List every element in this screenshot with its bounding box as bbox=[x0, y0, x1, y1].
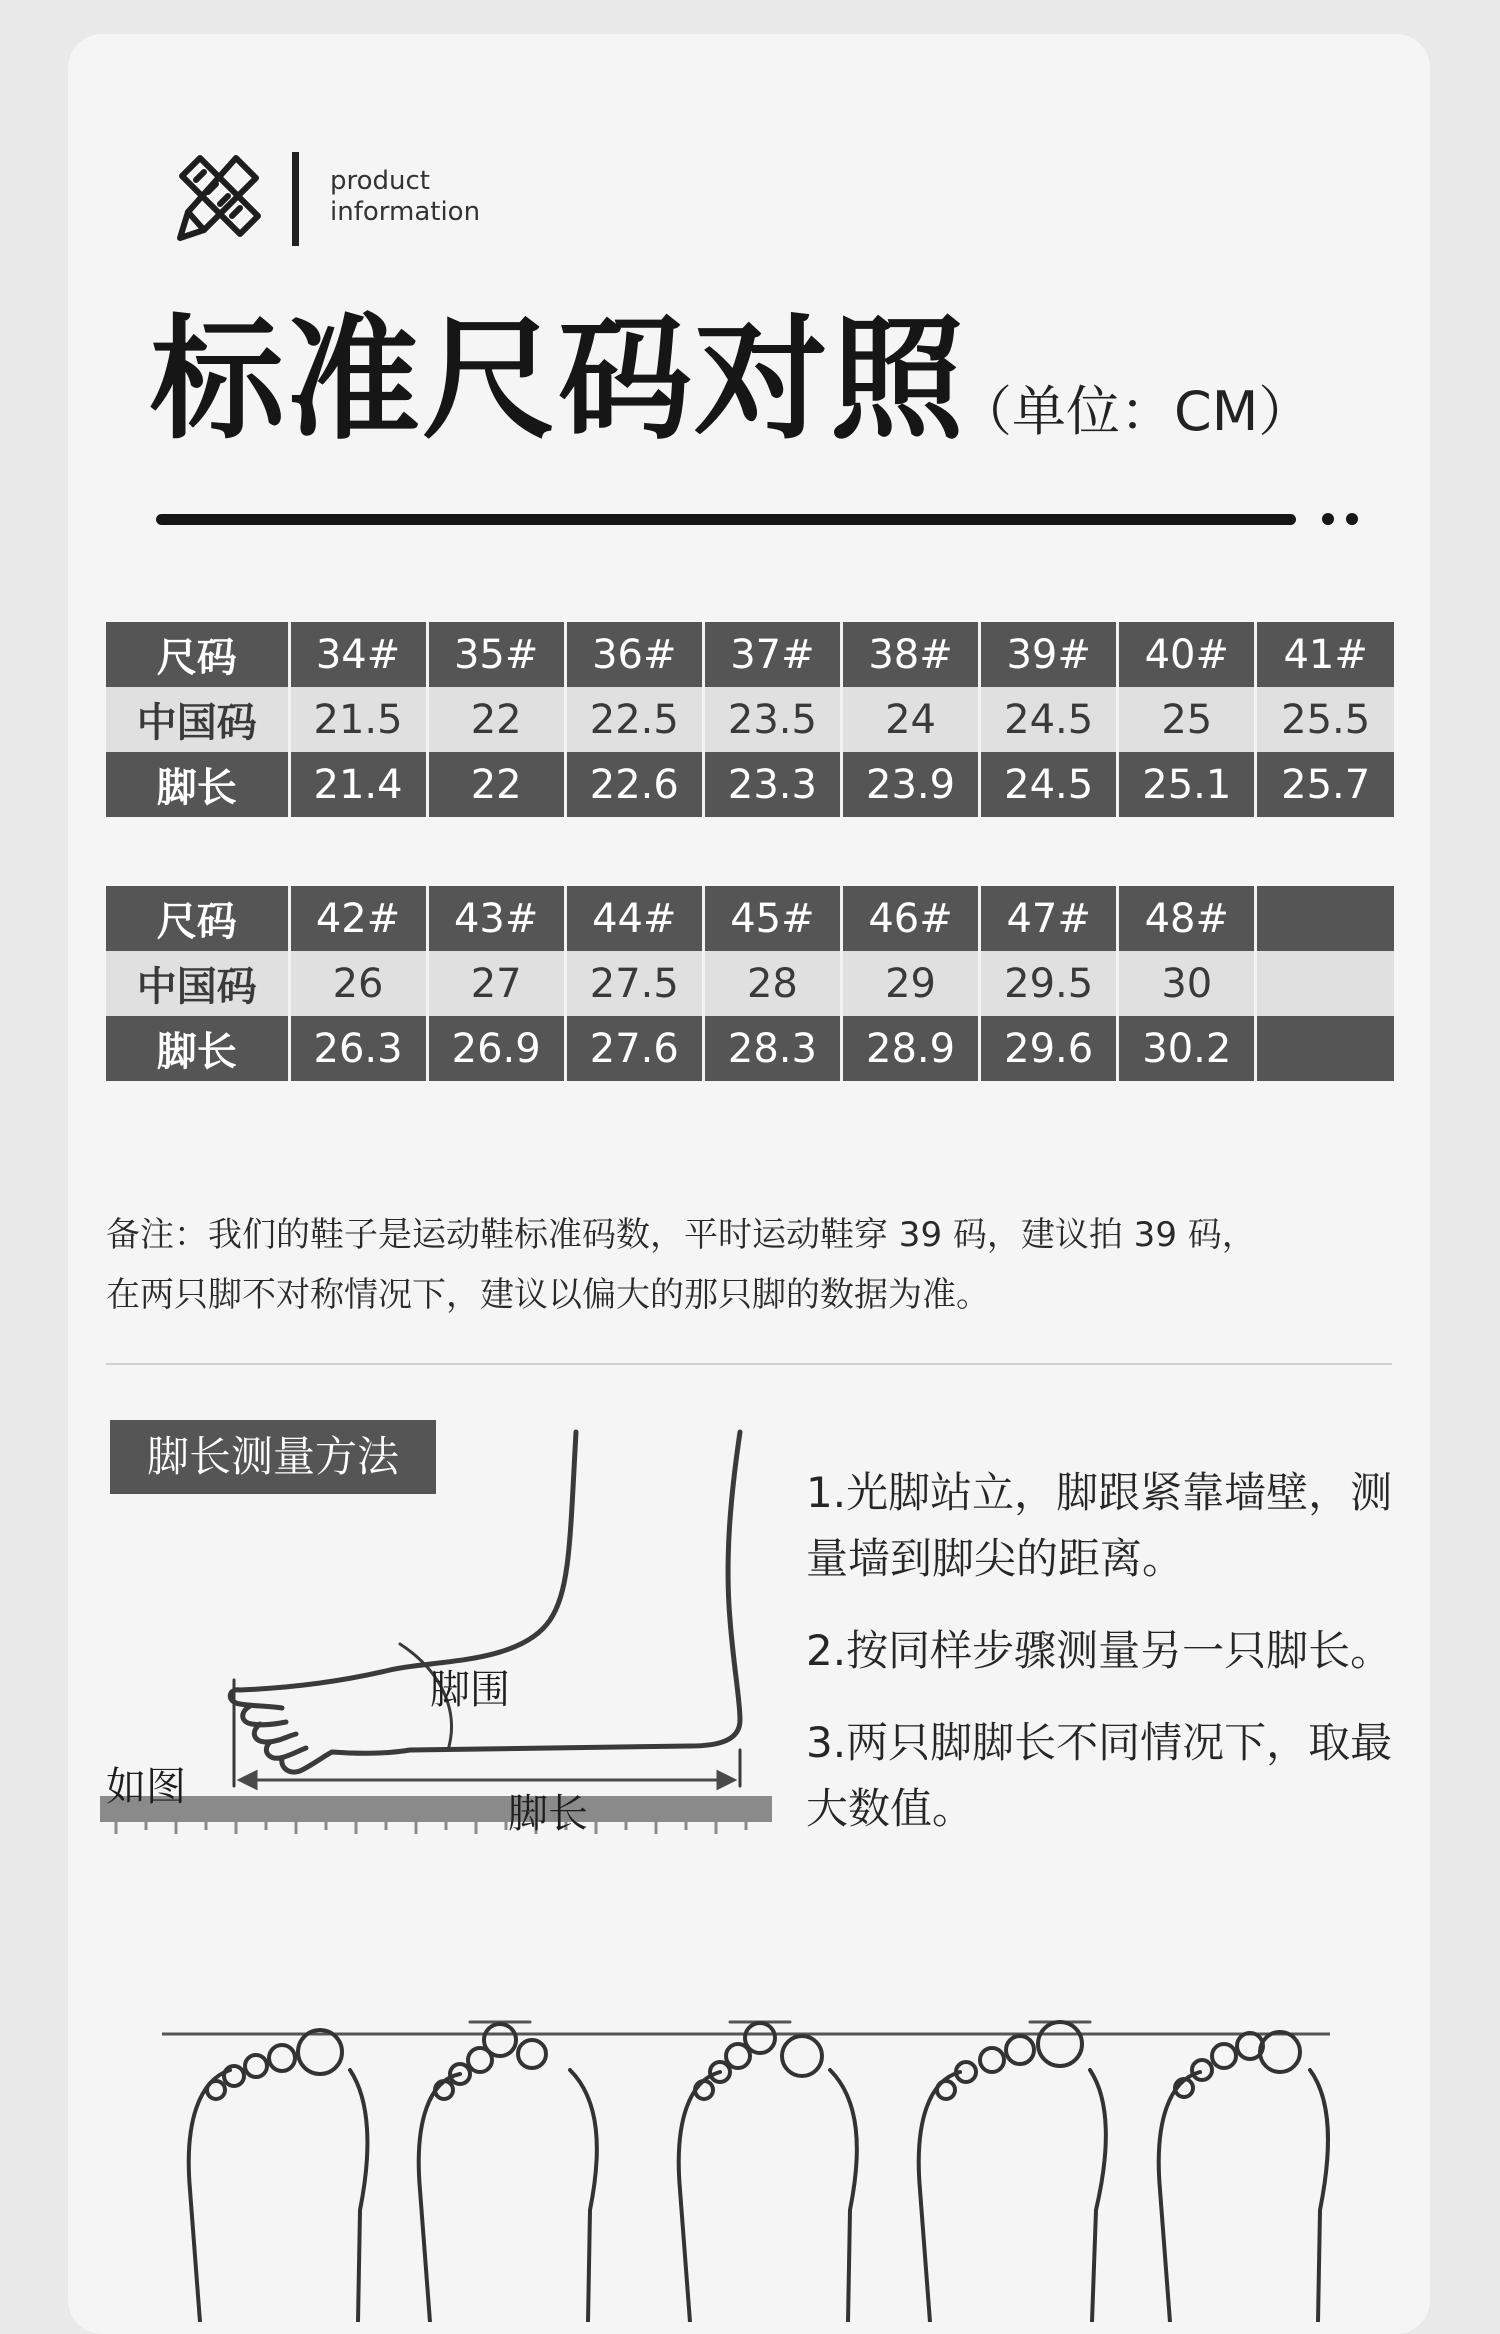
pencil-ruler-icon bbox=[170, 150, 266, 246]
table-cell: 21.5 bbox=[289, 687, 427, 752]
girth-label: 脚围 bbox=[430, 1667, 510, 1713]
table-cell: 24.5 bbox=[980, 752, 1118, 817]
section-divider bbox=[106, 1363, 1392, 1365]
table-cell: 26.9 bbox=[427, 1016, 565, 1081]
foot-shape bbox=[919, 2022, 1106, 2322]
underline-dot bbox=[1322, 513, 1334, 525]
table-cell: 30 bbox=[1118, 951, 1256, 1016]
table-cell: 22.5 bbox=[565, 687, 703, 752]
length-label: 脚长 bbox=[508, 1791, 588, 1837]
table-cell: 22 bbox=[427, 687, 565, 752]
table-cell: 26.3 bbox=[289, 1016, 427, 1081]
table-cell: 27.6 bbox=[565, 1016, 703, 1081]
table-row bbox=[106, 951, 1394, 1016]
table-cell: 22.6 bbox=[565, 752, 703, 817]
table-cell: 25.7 bbox=[1256, 752, 1394, 817]
table-cell: 中国码 bbox=[106, 687, 289, 752]
table-cell: 36# bbox=[565, 622, 703, 687]
table-cell: 41# bbox=[1256, 622, 1394, 687]
table-cell: 37# bbox=[703, 622, 841, 687]
table-cell: 42# bbox=[289, 886, 427, 951]
size-note bbox=[106, 1205, 1396, 1325]
table-cell: 35# bbox=[427, 622, 565, 687]
measurement-method-tag: 脚长测量方法 bbox=[110, 1420, 436, 1494]
table-cell: 45# bbox=[703, 886, 841, 951]
table-cell: 28 bbox=[703, 951, 841, 1016]
figure-label: 如图 bbox=[106, 1764, 186, 1810]
table-cell bbox=[1256, 886, 1394, 951]
table-cell: 46# bbox=[842, 886, 980, 951]
table-cell: 21.4 bbox=[289, 752, 427, 817]
table-row bbox=[106, 752, 1394, 817]
table-cell: 25 bbox=[1118, 687, 1256, 752]
table-cell: 中国码 bbox=[106, 951, 289, 1016]
table-cell: 48# bbox=[1118, 886, 1256, 951]
table-cell: 28.9 bbox=[842, 1016, 980, 1081]
table-cell: 23.9 bbox=[842, 752, 980, 817]
title-underline bbox=[156, 514, 1296, 525]
table-cell: 38# bbox=[842, 622, 980, 687]
table-cell: 尺码 bbox=[106, 886, 289, 951]
table-cell: 40# bbox=[1118, 622, 1256, 687]
table-row bbox=[106, 1016, 1394, 1081]
table-row bbox=[106, 622, 1394, 687]
underline-dot bbox=[1346, 513, 1358, 525]
table-cell: 44# bbox=[565, 886, 703, 951]
note-line: 在两只脚不对称情况下，建议以偏大的那只脚的数据为准。 bbox=[106, 1275, 990, 1315]
foot-shape bbox=[1159, 2032, 1328, 2322]
foot-shape bbox=[419, 2022, 597, 2322]
step-item: 2.按同样步骤测量另一只脚长。 bbox=[806, 1626, 1393, 1675]
table-cell: 27.5 bbox=[565, 951, 703, 1016]
table-cell: 30.2 bbox=[1118, 1016, 1256, 1081]
table-row bbox=[106, 687, 1394, 752]
measurement-steps bbox=[806, 1460, 1426, 1868]
table-cell: 25.5 bbox=[1256, 687, 1394, 752]
table-row bbox=[106, 886, 1394, 951]
size-table-2 bbox=[106, 886, 1394, 1081]
table-cell: 脚长 bbox=[106, 1016, 289, 1081]
table-cell: 47# bbox=[980, 886, 1118, 951]
unit-label: （单位：CM） bbox=[958, 380, 1313, 443]
table-cell: 22 bbox=[427, 752, 565, 817]
step-item: 3.两只脚脚长不同情况下，取最大数值。 bbox=[806, 1718, 1393, 1833]
table-cell: 24.5 bbox=[980, 687, 1118, 752]
step-item: 1.光脚站立，脚跟紧靠墙壁，测量墙到脚尖的距离。 bbox=[806, 1468, 1393, 1583]
table-cell: 脚长 bbox=[106, 752, 289, 817]
foot-shape-illustrations bbox=[150, 2010, 1350, 2322]
table-cell: 39# bbox=[980, 622, 1118, 687]
table-cell: 29 bbox=[842, 951, 980, 1016]
table-cell: 29.5 bbox=[980, 951, 1118, 1016]
note-line: 备注：我们的鞋子是运动鞋标准码数，平时运动鞋穿 39 码，建议拍 39 码， bbox=[106, 1215, 1256, 1255]
table-cell: 29.6 bbox=[980, 1016, 1118, 1081]
foot-shape bbox=[189, 2030, 368, 2322]
table-cell: 34# bbox=[289, 622, 427, 687]
table-cell: 尺码 bbox=[106, 622, 289, 687]
table-cell: 25.1 bbox=[1118, 752, 1256, 817]
table-cell: 26 bbox=[289, 951, 427, 1016]
foot-shape bbox=[679, 2022, 857, 2322]
table-cell: 27 bbox=[427, 951, 565, 1016]
size-table-1 bbox=[106, 622, 1394, 817]
table-cell: 23.5 bbox=[703, 687, 841, 752]
table-cell: 43# bbox=[427, 886, 565, 951]
logo-divider bbox=[292, 152, 299, 246]
page-title: 标准尺码对照 bbox=[150, 302, 967, 458]
table-cell bbox=[1256, 1016, 1394, 1081]
product-information-label: product information bbox=[330, 166, 481, 227]
table-cell: 24 bbox=[842, 687, 980, 752]
table-cell bbox=[1256, 951, 1394, 1016]
table-cell: 23.3 bbox=[703, 752, 841, 817]
table-cell: 28.3 bbox=[703, 1016, 841, 1081]
